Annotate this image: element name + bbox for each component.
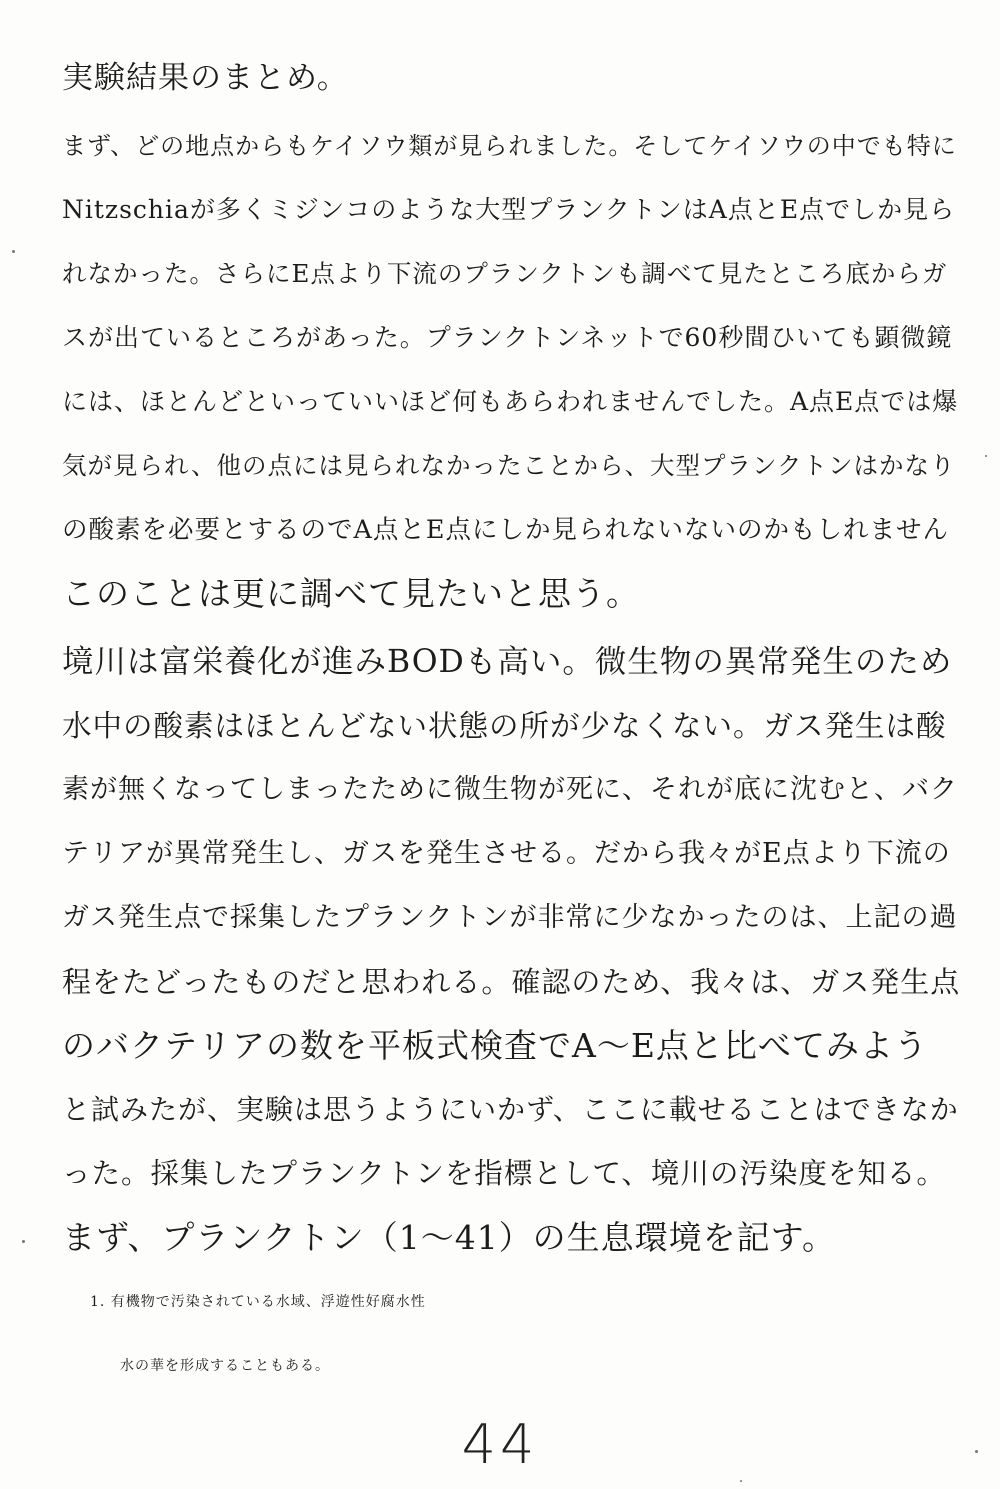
text-line: のバクテリアの数を平板式検査でA～E点と比べてみよう [62, 1026, 928, 1065]
text-line: には、ほとんどといっていいほど何もあらわれませんでした。A点E点では爆 [62, 387, 959, 416]
text-line: 境川は富栄養化が進みBODも高い。微生物の異常発生のため [62, 644, 953, 680]
scan-speck [12, 250, 15, 253]
text-line: の酸素を必要とするのでA点とE点にしか見られないないのかもしれません [62, 515, 950, 545]
text-line-list-item: 1. 有機物で汚染されている水域、浮遊性好腐水性 [90, 1294, 426, 1310]
text-line: Nitzschiaが多くミジンコのような大型プランクトンはA点とE点でしか見ら [62, 195, 956, 224]
text-line: 水中の酸素はほとんどない状態の所が少なくない。ガス発生は酸 [62, 709, 947, 743]
scan-speck [975, 1450, 978, 1453]
text-line: このことは更に調べて見たいと思う。 [62, 574, 640, 613]
text-line-title: 実験結果のまとめ。 [62, 60, 349, 96]
text-line: スが出ているところがあった。プランクトンネットで60秒間ひいても顕微鏡 [62, 323, 953, 352]
text-line: テリアが異常発生し、ガスを発生させる。だから我々がE点より下流の [62, 838, 951, 869]
text-line: った。採集したプランクトンを指標として、境川の汚染度を知る。 [62, 1157, 946, 1190]
text-line: と試みたが、実験は思うようにいかず、ここに載せることはできなか [62, 1093, 959, 1126]
text-line: まず、どの地点からもケイソウ類が見られました。そしてケイソウの中でも特に [62, 132, 957, 160]
page-number: 44 [461, 1413, 539, 1476]
text-line: まず、プランクトン（1～41）の生息環境を記す。 [62, 1218, 837, 1257]
text-line: 気が見られ、他の点には見られなかったことから、大型プランクトンはかなり [62, 451, 956, 480]
scan-speck [22, 1240, 25, 1243]
text-line-list-item-continued: 水の華を形成することもある。 [120, 1358, 330, 1374]
text-line: 程をたどったものだと思われる。確認のため、我々は、ガス発生点 [62, 965, 961, 999]
text-line: ガス発生点で採集したプランクトンが非常に少なかったのは、上記の過 [62, 902, 958, 933]
scan-speck [985, 455, 987, 457]
text-line: れなかった。さらにE点より下流のプランクトンも調べて見たところ底からガ [62, 259, 948, 288]
text-line: 素が無くなってしまったために微生物が死に、それが底に沈むと、バク [62, 774, 958, 805]
scan-speck [740, 1480, 742, 1482]
